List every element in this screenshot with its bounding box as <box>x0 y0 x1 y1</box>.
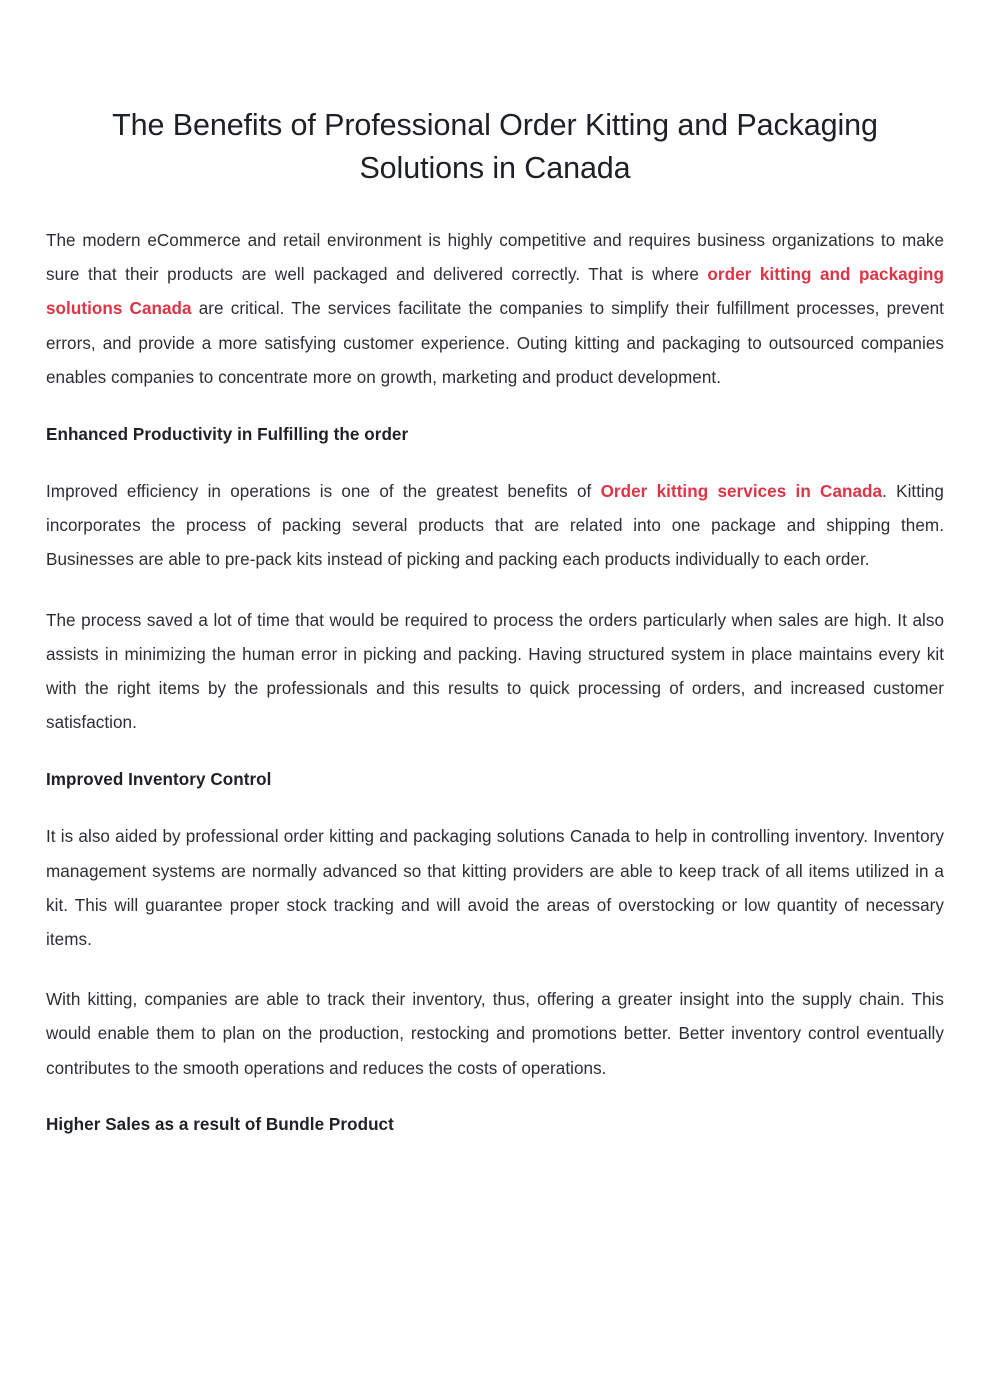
productivity-text-before-link: Improved efficiency in operations is one of the greatest benefits of <box>46 482 601 502</box>
productivity-paragraph <box>46 475 944 578</box>
process-time-paragraph: The process saved a lot of time that would be required to process the orders particularly when sales are high. It also assists in minimizing the human error in picking and packing. Having structured system in place maintains every kit with the right items by the professionals and this results to quick processing of orders, and increased customer satisfaction. <box>46 610 944 733</box>
supply-chain-paragraph: With kitting, companies are able to track their inventory, thus, offering a greater insight into the supply chain. This would enable them to plan on the production, restocking and promotions better. Better inventory control eventually contributes to the smooth operations and reduces the costs of operations. <box>46 990 944 1078</box>
productivity-text-after-link: . Kitting incorporates the process of packing several products that are related into one package and shipping them. Businesses are able to pre-pack kits instead of picking and packing each products individually to each order. <box>46 482 944 570</box>
intro-text-after-link: are critical. The services facilitate the companies to simplify their fulfillment processes, prevent errors, and provide a more satisfying customer experience. Outing kitting and packaging to outsourced companies enables companies to concentrate more on growth, marketing and product development. <box>46 299 944 387</box>
section-heading-higher-sales: Higher Sales as a result of Bundle Product <box>46 1114 394 1134</box>
order-kitting-packaging-solutions-canada-link[interactable]: order kitting and packaging solutions Canada <box>46 265 944 319</box>
inventory-control-paragraph: It is also aided by professional order kitting and packaging solutions Canada to help in controlling inventory. Inventory management systems are normally advanced so that kitting providers are able to keep track of all items utilized in a kit. This will guarantee proper stock tracking and will avoid the areas of overstocking or low quantity of necessary items. <box>46 827 944 950</box>
page-title: The Benefits of Professional Order Kitting and Packaging Solutions in Canada <box>112 108 878 185</box>
section-heading-enhanced-productivity: Enhanced Productivity in Fulfilling the order <box>46 425 409 445</box>
section-heading-improved-inventory-control: Improved Inventory Control <box>46 770 272 790</box>
intro-paragraph <box>46 224 944 395</box>
order-kitting-services-canada-link[interactable]: Order kitting services in Canada <box>600 482 883 502</box>
intro-text-before-link: The modern eCommerce and retail environment is highly competitive and requires business organizations to make sure that their products are well packaged and delivered correctly. That is where <box>46 231 944 285</box>
document-content <box>46 104 944 1165</box>
